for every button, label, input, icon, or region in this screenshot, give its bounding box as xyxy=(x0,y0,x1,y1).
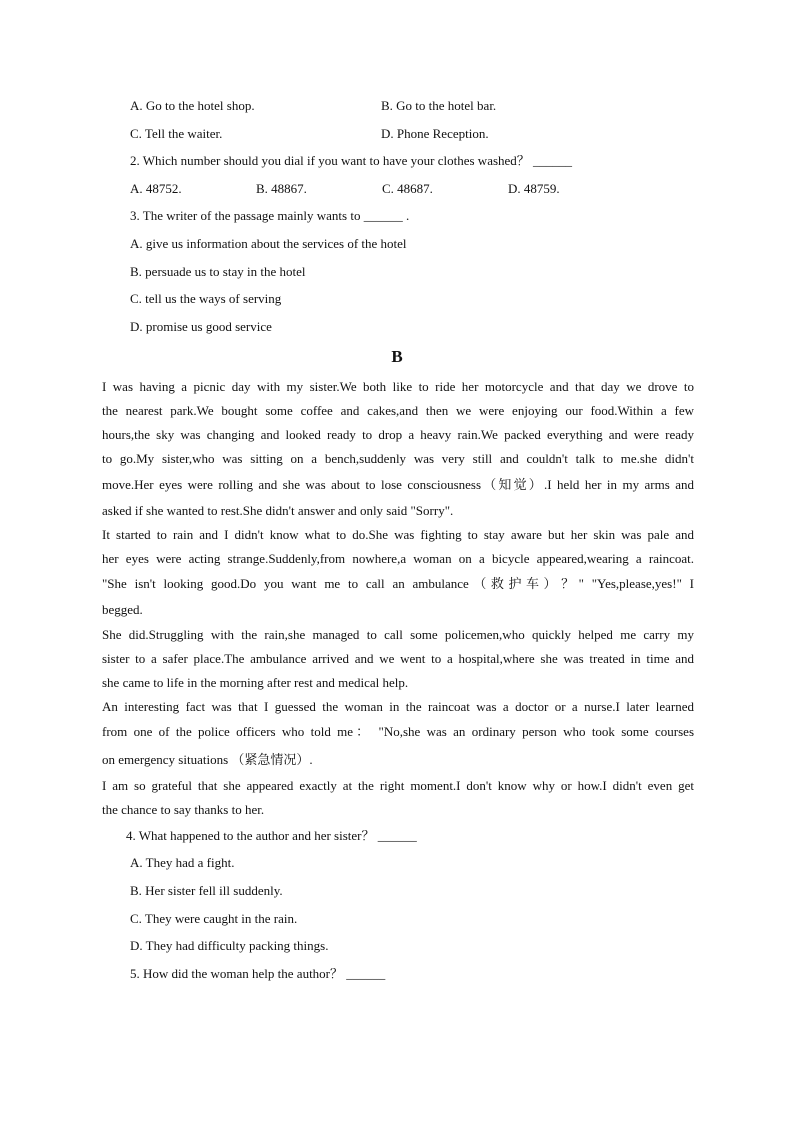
passage-line: I was having a picnic day with my sister.We both like to ride her motorcycle and that day we drove to xyxy=(102,379,694,394)
q2-stem: 2. Which number should you dial if you want to have your clothes washed？ ______ xyxy=(130,153,573,168)
passage-line: her eyes were acting strange.Suddenly,from nowhere,a woman on a bicycle appeared,wearing a raincoat. xyxy=(102,551,694,566)
passage-line: on emergency situations （紧急情况）. xyxy=(102,752,313,767)
passage-line: the chance to say thanks to her. xyxy=(102,802,265,817)
passage-line: "She isn't looking good.Do you want me to call an ambulance（救护车）？" "Yes,please,yes!" I xyxy=(102,576,694,591)
q1-option-c: C. Tell the waiter. xyxy=(130,126,223,141)
passage-line: the nearest park.We bought some coffee and cakes,and then we were enjoying our food.Within a few xyxy=(102,403,694,418)
q4-option-d: D. They had difficulty packing things. xyxy=(130,938,329,953)
q1-option-a: A. Go to the hotel shop. xyxy=(130,98,255,113)
passage-line: sister to a safer place.The ambulance arrived and we went to a hospital,where she was treated in time and xyxy=(102,651,694,666)
q3-stem: 3. The writer of the passage mainly wants to ______ . xyxy=(130,208,410,223)
passage-line: to go.My sister,who was sitting on a bench,suddenly was very still and couldn't talk to me.she didn't xyxy=(102,451,694,466)
passage-line: from one of the police officers who told me： "No,she was an ordinary person who took some courses xyxy=(102,724,694,739)
q3-option-c: C. tell us the ways of serving xyxy=(130,291,282,306)
q2-option-d: D. 48759. xyxy=(508,181,560,196)
q1-option-d: D. Phone Reception. xyxy=(381,126,489,141)
passage-line: An interesting fact was that I guessed the woman in the raincoat was a doctor or a nurse.I later learned xyxy=(102,699,694,714)
q3-option-b: B. persuade us to stay in the hotel xyxy=(130,264,306,279)
q2-option-b: B. 48867. xyxy=(256,181,307,196)
section-heading: B xyxy=(391,347,403,366)
q4-stem: 4. What happened to the author and her sister？ ______ xyxy=(126,828,417,843)
passage-line: It started to rain and I didn't know what to do.She was fighting to stay aware but her skin was pale and xyxy=(102,527,694,542)
q2-option-a: A. 48752. xyxy=(130,181,182,196)
passage-line: I am so grateful that she appeared exactly at the right moment.I don't know why or how.I didn't even get xyxy=(102,778,694,793)
q3-option-a: A. give us information about the services of the hotel xyxy=(130,236,407,251)
passage-line: begged. xyxy=(102,602,143,617)
passage-line: asked if she wanted to rest.She didn't answer and only said "Sorry". xyxy=(102,503,454,518)
q5-stem: 5. How did the woman help the author？ ______ xyxy=(130,966,386,981)
passage-line: she came to life in the morning after rest and medical help. xyxy=(102,675,409,690)
passage-line: hours,the sky was changing and looked ready to drop a heavy rain.We packed everything and were ready xyxy=(102,427,694,442)
q4-option-c: C. They were caught in the rain. xyxy=(130,911,298,926)
q2-option-c: C. 48687. xyxy=(382,181,433,196)
passage-line: She did.Struggling with the rain,she managed to call some policemen,who quickly helped me carry my xyxy=(102,627,694,642)
passage-line: move.Her eyes were rolling and she was about to lose consciousness（知觉）.I held her in my arms and xyxy=(102,477,694,492)
q4-option-b: B. Her sister fell ill suddenly. xyxy=(130,883,283,898)
q3-option-d: D. promise us good service xyxy=(130,319,272,334)
q4-option-a: A. They had a fight. xyxy=(130,855,235,870)
q1-option-b: B. Go to the hotel bar. xyxy=(381,98,497,113)
